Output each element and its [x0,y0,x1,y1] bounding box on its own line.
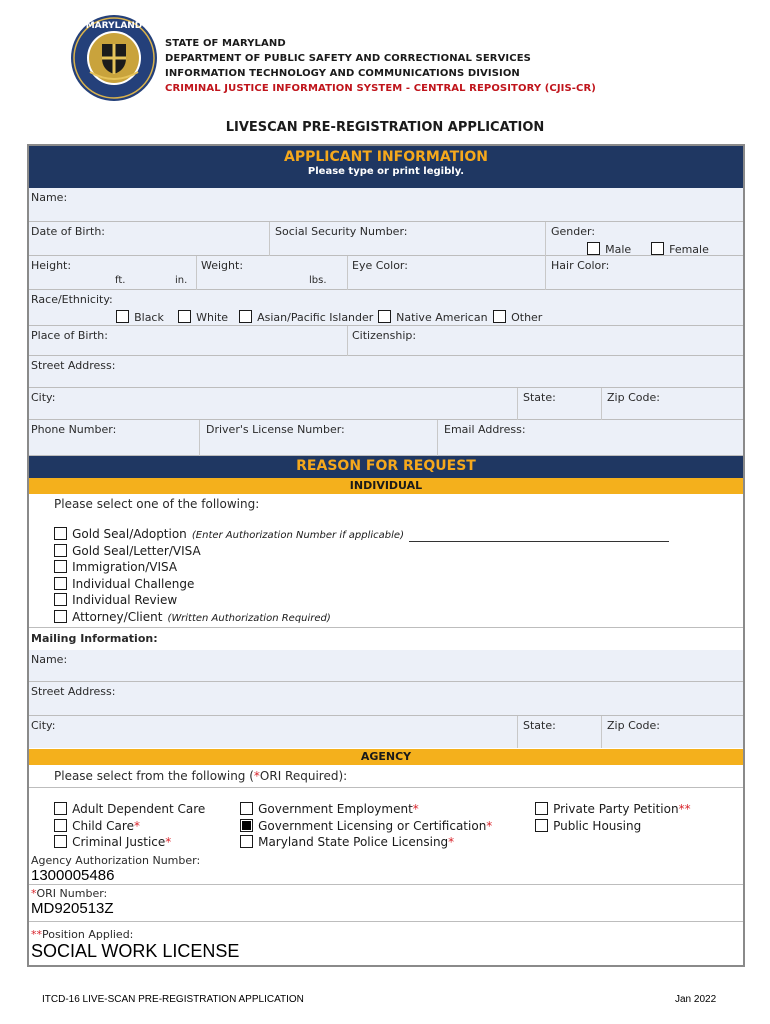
contact-row [29,420,743,456]
page-title: LIVESCAN PRE-REGISTRATION APPLICATION [225,120,545,135]
authorization-number-line[interactable] [409,532,669,542]
agency-prompt [54,769,347,783]
street-label: Street Address: [31,359,116,372]
agency-prompt-star: * [253,769,260,783]
reason-checkbox[interactable] [54,527,67,540]
header-division: INFORMATION TECHNOLOGY AND COMMUNICATIONS DIVISION [165,68,520,79]
reason-band [29,456,743,478]
reason-option-label: Immigration/VISA [72,560,178,574]
position-row[interactable] [29,922,743,965]
reason-option-label: Individual Challenge [72,577,195,591]
race-other-label: Other [511,311,543,324]
state-label: State: [523,391,556,404]
zip-label: Zip Code: [607,391,660,404]
footer-date: Jan 2022 [675,994,717,1005]
citizenship-label: Citizenship: [352,329,417,342]
height-ft-label: ft. [115,275,126,286]
header-system: CRIMINAL JUSTICE INFORMATION SYSTEM - CENTRAL REPOSITORY (CJIS-CR) [165,83,596,94]
mailing-label: Mailing Information: [31,632,158,645]
birthplace-row [29,326,743,356]
agency-checkbox[interactable] [240,802,253,815]
mail-name-row[interactable] [29,650,743,682]
height-label: Height: [31,259,72,272]
agency-option-gov-licensing[interactable]: Government Licensing or Certification* [240,815,492,834]
weight-lbs-label: lbs. [309,275,327,286]
city-label: City: [31,391,56,404]
mail-state-label: State: [523,719,556,732]
license-label: Driver's License Number: [206,423,345,436]
agency-option-label: Government Employment [258,802,413,816]
position-label: **Position Applied: [31,928,134,941]
name-label: Name: [31,191,68,204]
ori-label: *ORI Number: [31,887,108,900]
seal-text: MARYLAND [85,21,143,31]
gender-label: Gender: [551,225,596,238]
gender-female-label: Female [669,243,709,256]
mail-city-row [29,716,743,748]
race-asian-checkbox[interactable] [239,310,252,323]
agency-option-msp-licensing[interactable]: Maryland State Police Licensing* [240,831,454,850]
agency-option-child-care[interactable]: Child Care* [54,815,140,834]
race-black-checkbox[interactable] [116,310,129,323]
race-black-option[interactable] [116,306,164,325]
ori-row[interactable] [29,885,743,922]
mail-city-label: City: [31,719,56,732]
race-native-checkbox[interactable] [378,310,391,323]
gender-female-checkbox[interactable] [651,242,664,255]
agency-bar: AGENCY [29,749,743,765]
reason-option-label: Attorney/Client [72,610,163,624]
weight-label: Weight: [201,259,244,272]
city-row [29,388,743,420]
phone-label: Phone Number: [31,423,117,436]
individual-prompt: Please select one of the following: [54,497,260,511]
mail-zip-label: Zip Code: [607,719,660,732]
reason-option-label: Individual Review [72,593,178,607]
agency-checkbox[interactable] [54,835,67,848]
reason-heading: REASON FOR REQUEST [296,458,476,474]
agency-option-private-petition[interactable]: Private Party Petition** [535,798,691,817]
agency-auth-value[interactable]: 1300005486 [31,867,115,884]
ssn-label: Social Security Number: [275,225,408,238]
race-asian-label: Asian/Pacific Islander [257,311,374,324]
race-white-label: White [196,311,229,324]
agency-option-label: Child Care [72,819,134,833]
reason-checkbox[interactable] [54,593,67,606]
agency-checkbox[interactable] [54,802,67,815]
agency-option-public-housing[interactable] [535,815,641,834]
reason-option-attorney[interactable] [54,606,331,625]
dob-row [29,222,743,256]
header-department: DEPARTMENT OF PUBLIC SAFETY AND CORRECTIONAL SERVICES [165,53,531,64]
agency-prompt-post: ORI Required): [259,769,348,783]
name-row[interactable] [29,188,743,222]
agency-option-label: Government Licensing or Certification [258,819,487,833]
agency-checkbox[interactable] [240,835,253,848]
agency-option-label: Maryland State Police Licensing [258,835,449,849]
physical-row [29,256,743,290]
footer-form-id: ITCD-16 LIVE-SCAN PRE-REGISTRATION APPLICATION [42,994,304,1005]
birthplace-label: Place of Birth: [31,329,108,342]
agency-option-gov-employment[interactable]: Government Employment* [240,798,419,817]
race-other-option[interactable] [493,306,542,325]
reason-checkbox[interactable] [54,560,67,573]
agency-checkbox[interactable] [535,819,548,832]
agency-option-label: Adult Dependent Care [72,802,206,816]
applicant-band [29,146,743,188]
street-row[interactable] [29,356,743,388]
reason-option-note: (Enter Authorization Number if applicable) [191,530,404,541]
individual-bar: INDIVIDUAL [29,478,743,494]
race-native-label: Native American [396,311,488,324]
agency-auth-label: Agency Authorization Number: [31,854,201,867]
reason-option-label: Gold Seal/Letter/VISA [72,544,201,558]
agency-option-criminal-justice[interactable]: Criminal Justice* [54,831,171,850]
race-native-option[interactable] [378,306,488,325]
race-white-checkbox[interactable] [178,310,191,323]
agency-option-label: Criminal Justice [72,835,166,849]
hair-label: Hair Color: [551,259,610,272]
position-value[interactable]: SOCIAL WORK LICENSE [31,941,240,961]
race-row [29,290,743,326]
reason-option-note: (Written Authorization Required) [167,613,331,624]
dob-label: Date of Birth: [31,225,106,238]
maryland-seal-icon [70,14,158,102]
race-other-checkbox[interactable] [493,310,506,323]
race-label: Race/Ethnicity: [31,293,113,306]
applicant-heading: APPLICANT INFORMATION [284,149,488,165]
agency-option-label: Private Party Petition [553,802,679,816]
eye-label: Eye Color: [352,259,408,272]
email-label: Email Address: [444,423,526,436]
gender-male-checkbox[interactable] [587,242,600,255]
agency-option-label: Public Housing [553,819,642,833]
mail-name-label: Name: [31,653,68,666]
applicant-subheading: Please type or print legibly. [307,166,465,177]
mail-street-label: Street Address: [31,685,116,698]
reason-option-label: Gold Seal/Adoption [72,527,187,541]
race-asian-option[interactable] [239,306,373,325]
height-in-label: in. [175,275,188,286]
race-black-label: Black [134,311,164,324]
agency-prompt-pre: Please select from the following ( [54,769,254,783]
gender-male-option[interactable] [587,238,631,257]
agency-auth-row[interactable] [29,852,743,885]
gender-female-option[interactable] [651,238,709,257]
race-white-option[interactable] [178,306,228,325]
ori-value[interactable]: MD920513Z [31,900,114,917]
gender-male-label: Male [605,243,632,256]
reason-checkbox[interactable] [54,610,67,623]
agency-checkbox[interactable] [535,802,548,815]
mail-street-row[interactable] [29,682,743,716]
header-state: STATE OF MARYLAND [165,38,286,49]
